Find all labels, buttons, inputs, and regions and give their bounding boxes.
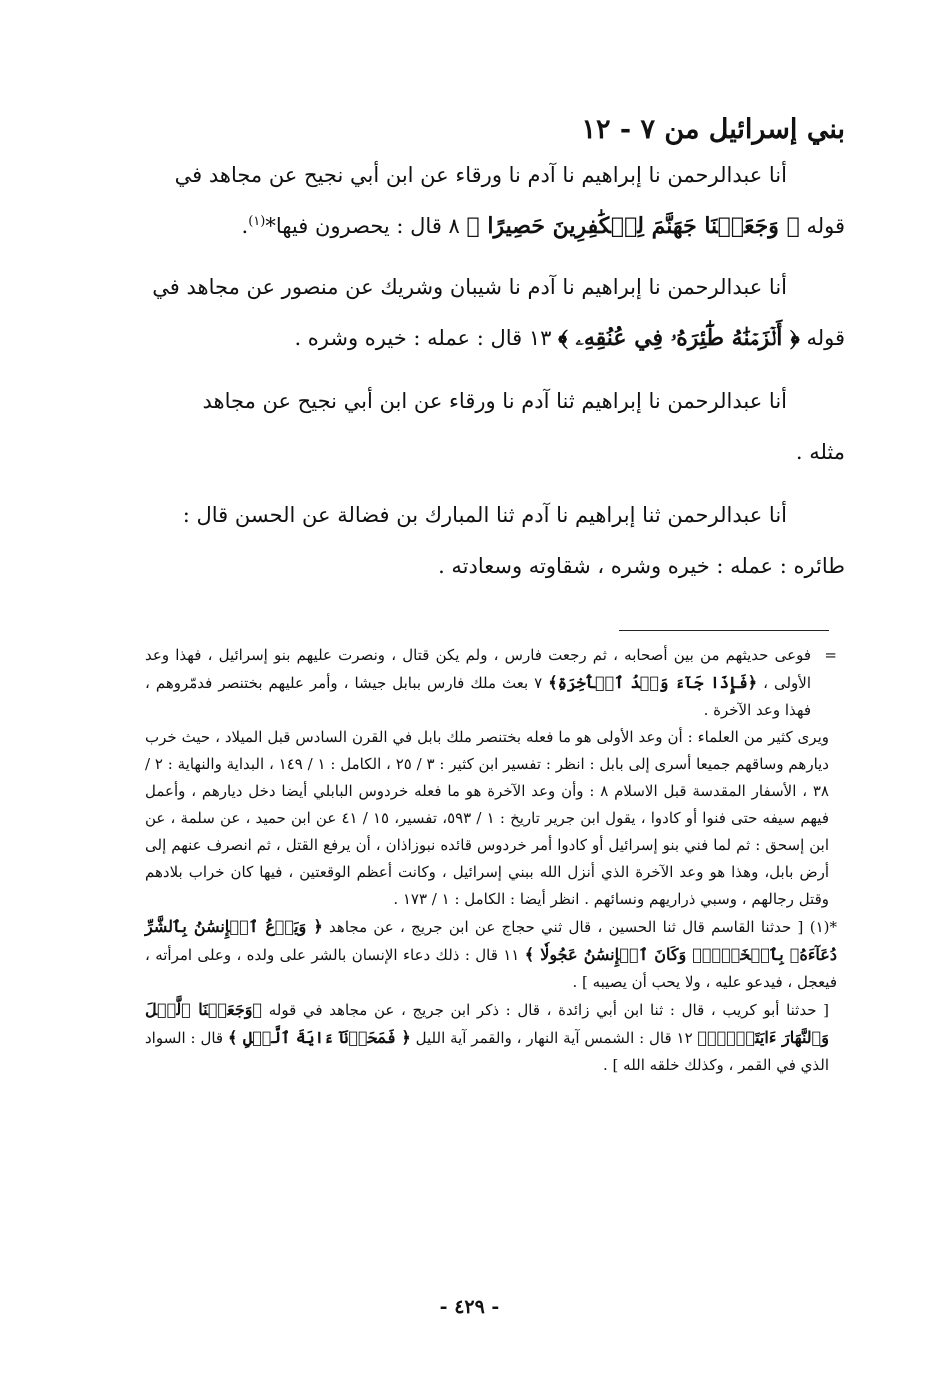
paragraph-4-line-2: طائره : عمله : خيره وشره ، شقاوته وسعادته . xyxy=(438,554,845,578)
paragraph-2-prefix: قوله xyxy=(806,326,845,350)
paragraph-3-line-2: مثله . xyxy=(795,440,845,464)
paragraph-4-line-1: أنا عبدالرحمن ثنا إبراهيم نا آدم ثنا المبارك بن فضالة عن الحسن قال : xyxy=(182,503,787,527)
paragraph-3 xyxy=(145,376,845,478)
footnote-2-text-a: [ حدثنا أبو كريب ، قال : ثنا ابن أبي زائدة ، قال : ذكر ابن جريج ، عن مجاهد في قوله xyxy=(268,1001,829,1019)
footnote-2-quran-2: ﴿ فَمَحَوۡنَآ ءَايَةَ ٱلَّيۡلِ ﴾ xyxy=(227,1028,411,1047)
footnote-scholars-paragraph: ويرى كثير من العلماء : أن وعد الأولى هو ما فعله بختنصر ملك بابل في القرن السادس قبل الميلاد ، حيث خرب ديارهم وساقهم جميعا أسرى إلى بابل : انظر : تفسير ابن كثير : ٣ / ٢٥ ، الكامل : ١ / ١٤٩ ، البداية والنهاية : ٢ / ٣٨ ، الأسفار المقدسة قبل الاسلام ٨ : وأن وعد الآخرة هو ما فعله خردوس البابلي أيضا دخل ديارهم ، وأعمل فيهم سيفه حتى فنوا أو كادوا ، يقول ابن جرير تاريخ : ١ / ٥٩٣، تفسير، ١٥ / ٤١ عن ابن حميد ، عن سلمة ، عن ابن إسحق : ثم لما فني بنو إسرائيل أو كادوا أمر خردوس قائده نبوزاذان ، أن يرفع القتل ، ثم انصرف عنهم إلى أرض بابل، وهذا هو وعد الآخرة الذي أنزل الله ببني إسرائيل ، وكانت أعظم الوقعتين ، فيها كان خراب بلادهم وقتل رجالهم ، وسبي ذراريهم ونسائهم . انظر أيضا : الكامل : ١ / ١٧٣ . xyxy=(145,728,830,908)
footnote-continuation xyxy=(145,642,837,724)
paragraph-2-comment: ١٣ قال : عمله : خيره وشره . xyxy=(294,326,552,350)
footnote-ref-1[interactable]: (١) xyxy=(248,214,266,229)
continuation-text-a: فوعى حديثهم من بين أصحابه ، ثم رجعت فارس ، ولم يكن قتال ، ونصرت عليهم بنو إسرائيل ، فهذا وعد الأولى ، xyxy=(145,646,811,692)
footnotes xyxy=(145,642,837,1079)
paragraph-2 xyxy=(145,262,845,364)
footnote-1-quran: ﴿ وَيَدۡعُ ٱلۡإِنسَٰنُ بِٱلشَّرِّ دُعَآءَهُۥ بِٱلۡخَيۡرِۖ وَكَانَ ٱلۡإِنسَٰنُ عَجُولٗا ﴾ xyxy=(145,917,837,964)
paragraph-3-line-1: أنا عبدالرحمن نا إبراهيم ثنا آدم نا ورقاء عن ابن أبي نجيح عن مجاهد xyxy=(202,389,787,413)
continuation-text-b: ٧ بعث ملك فارس ببابل جيشا ، وأمر عليهم بختنصر فدمّروهم ، فهذا وعد الآخرة . xyxy=(145,674,811,719)
paragraph-1 xyxy=(145,150,845,252)
quran-verse-1: ﴿ وَجَعَلۡنَا جَهَنَّمَ لِلۡكَٰفِرِينَ حَصِيرًا ﴾ xyxy=(466,213,800,239)
paragraph-1-line-1: أنا عبدالرحمن نا إبراهيم نا آدم نا ورقاء عن ابن أبي نجيح عن مجاهد في xyxy=(174,163,787,187)
footnote-separator xyxy=(619,630,829,631)
paragraph-4 xyxy=(145,490,845,592)
footnote-1-second-report xyxy=(145,996,837,1079)
footnote-2-text-b: ١٢ قال : الشمس آية النهار ، والقمر آية الليل xyxy=(415,1029,693,1047)
continuation-marker: = xyxy=(824,646,837,664)
quran-verse-2: ﴿ أَلۡزَمۡنَٰهُ طَٰٓئِرَهُۥ فِي عُنُقِهِۦ ﴾ xyxy=(558,325,800,351)
page-number: - ٤٢٩ - xyxy=(439,1296,500,1318)
footnote-1-text-b: ١١ قال : ذلك دعاء الإنسان بالشر على ولده ، وعلى امرأته ، فيعجل ، فيدعو عليه ، ولا يحب أن يصيبه ] . xyxy=(145,946,837,991)
paragraph-1-prefix: قوله xyxy=(806,214,845,238)
paragraph-2-line-1: أنا عبدالرحمن نا إبراهيم نا آدم نا شيبان وشريك عن منصور عن مجاهد في xyxy=(152,275,787,299)
footnote-1-marker: *(١) xyxy=(809,918,837,936)
footnote-1-text-a: [ حدثنا القاسم قال ثنا الحسين ، قال ثني حجاج عن ابن جريج ، عن مجاهد xyxy=(329,918,804,936)
footnote-1 xyxy=(145,913,837,996)
footnote-2-quran: ﴿وَجَعَلۡنَا ٱلَّيۡلَ وَٱلنَّهَارَ ءَايَتَيۡنِۖ﴾ xyxy=(145,1000,829,1047)
main-text xyxy=(145,100,845,592)
footnote-2-text-c: قال : السواد الذي في القمر ، وكذلك خلقه الله ] . xyxy=(145,1029,829,1074)
continuation-quran: ﴿فَإِذَا جَآءَ وَعۡدُ ٱلۡأٓخِرَةِ﴾ xyxy=(548,673,758,692)
paragraph-1-comment: ٨ قال : يحصرون فيها* xyxy=(265,214,460,238)
paragraph-1-end: . xyxy=(241,214,249,238)
section-heading: بني إسرائيل من ٧ - ١٢ xyxy=(581,114,845,145)
